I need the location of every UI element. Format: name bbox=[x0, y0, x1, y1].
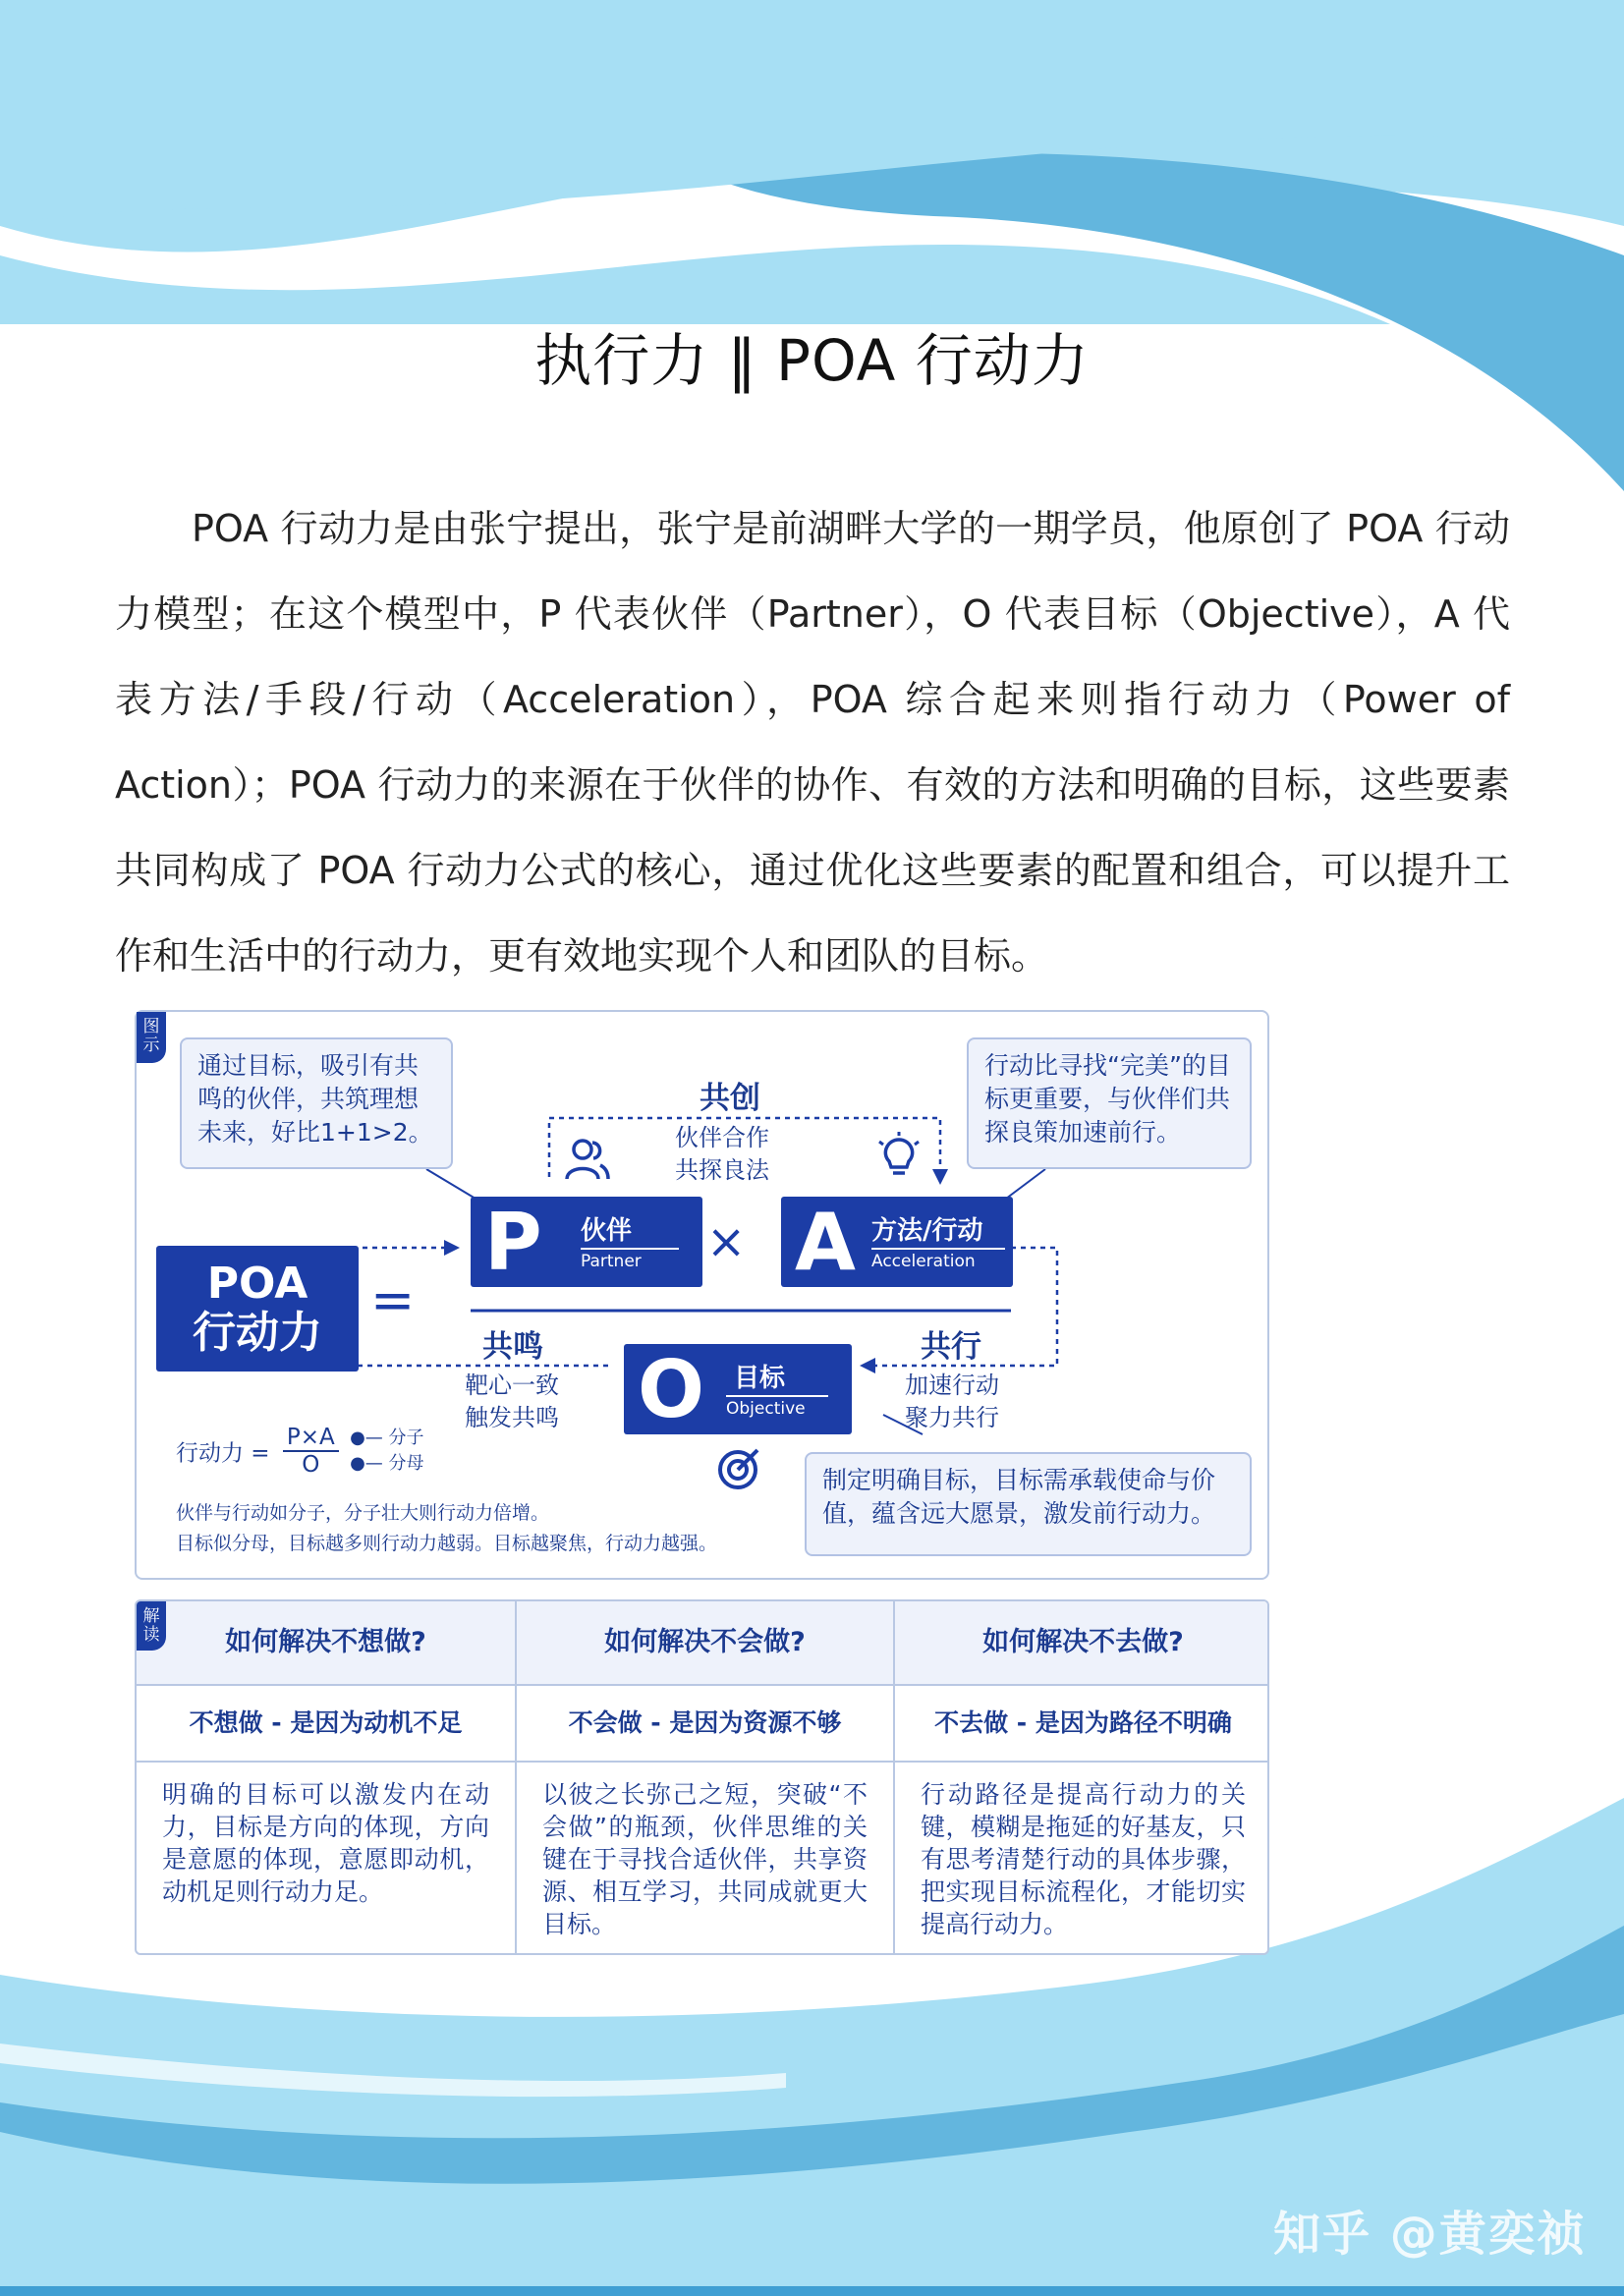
table-detail: 明确的目标可以激发内在动力，目标是方向的体现，方向是意愿的体现，意愿即动机，动机足则行动力足。 bbox=[162, 1780, 489, 1906]
label-gongming: 共鸣 bbox=[482, 1329, 543, 1365]
table-column bbox=[515, 1601, 893, 1953]
p-cn: 伙伴 bbox=[581, 1216, 633, 1246]
table-question: 如何解决不会做? bbox=[517, 1601, 893, 1686]
formula-denominator-label: 分母 bbox=[388, 1453, 424, 1474]
formula-lhs: 行动力 = bbox=[176, 1440, 270, 1467]
poa-label-box bbox=[156, 1246, 359, 1372]
target-icon bbox=[714, 1444, 763, 1493]
a-letter: A bbox=[795, 1197, 856, 1288]
times-sign: × bbox=[706, 1214, 747, 1269]
interpretation-table bbox=[135, 1599, 1269, 1955]
p-en: Partner bbox=[581, 1248, 679, 1271]
table-tag: 解读 bbox=[137, 1601, 166, 1651]
formula-notes bbox=[176, 1498, 717, 1559]
formula-numerator-label: 分子 bbox=[388, 1428, 424, 1448]
partner-tile bbox=[471, 1197, 702, 1287]
people-icon bbox=[561, 1134, 612, 1185]
table-column bbox=[893, 1601, 1269, 1953]
table-detail: 以彼之长弥己之短，突破“不会做”的瓶颈，伙伴思维的关键在于寻找合适伙伴，共享资源、相互学习，共同成就更大目标。 bbox=[542, 1780, 868, 1938]
page-title: 执行力 ‖ POA 行动力 bbox=[534, 327, 1090, 394]
o-letter: O bbox=[638, 1344, 705, 1435]
label-gongxing: 共行 bbox=[921, 1329, 981, 1365]
acceleration-tile bbox=[781, 1197, 1013, 1287]
table-question: 如何解决不去做? bbox=[895, 1601, 1269, 1686]
table-reason: 不想做 - 是因为动机不足 bbox=[137, 1686, 515, 1763]
table-reason: 不去做 - 是因为路径不明确 bbox=[895, 1686, 1269, 1763]
objective-tile bbox=[624, 1344, 852, 1434]
table-column bbox=[137, 1601, 515, 1953]
o-en: Objective bbox=[726, 1395, 828, 1419]
o-cn: 目标 bbox=[734, 1364, 786, 1393]
intro-paragraph: POA 行动力是由张宁提出，张宁是前湖畔大学的一期学员，他原创了 POA 行动力模型；在这个模型中，P 代表伙伴（Partner），O 代表目标（Objective），A 代表方法/手段/行动（Acceleration），POA 综合起来则指行动力（Power of Action）；POA 行动力的来源在于伙伴的协作、有效的方法和明确的目标，这些要素共同构成了 POA 行动力公式的核心，通过优化这些要素的配置和组合，可以提升工作和生活中的行动力，更有效地实现个人和团队的目标。 bbox=[115, 507, 1510, 978]
poa-line2: 行动力 bbox=[193, 1308, 322, 1358]
equals-sign: = bbox=[370, 1269, 416, 1331]
label-gongming-sub: 靶心一致 触发共鸣 bbox=[465, 1372, 559, 1431]
watermark: 知乎 @黄奕祯 bbox=[1273, 2207, 1587, 2262]
table-question: 如何解决不想做? bbox=[137, 1601, 515, 1686]
note-acceleration: 行动比寻找“完美”的目标更重要，与伙伴们共探良策加速前行。 bbox=[967, 1037, 1252, 1169]
formula-note-1: 伙伴与行动如分子，分子壮大则行动力倍增。 bbox=[176, 1502, 550, 1524]
label-gongchuang-sub: 伙伴合作 共探良法 bbox=[675, 1124, 769, 1184]
formula-denominator: O bbox=[302, 1452, 320, 1478]
note-objective: 制定明确目标，目标需承载使命与价值，蕴含远大愿景，激发前行动力。 bbox=[805, 1452, 1252, 1556]
formula-note-2: 目标似分母，目标越多则行动力越弱。目标越聚焦，行动力越强。 bbox=[176, 1533, 718, 1554]
label-gongchuang: 共创 bbox=[700, 1081, 760, 1116]
formula: 行动力 = $\frac{P\times A}{O}$ ●— 分子 ●— 分母 bbox=[176, 1425, 424, 1478]
label-gongxing-sub: 加速行动 聚力共行 bbox=[905, 1372, 999, 1431]
table-detail: 行动路径是提高行动力的关键，模糊是拖延的好基友，只有思考清楚行动的具体步骤，把实现目标流程化，才能切实提高行动力。 bbox=[921, 1780, 1246, 1938]
note-partner: 通过目标，吸引有共鸣的伙伴，共筑理想未来，好比1+1>2。 bbox=[180, 1037, 453, 1169]
poa-line1: POA bbox=[206, 1259, 308, 1309]
figure-tag: 图示 bbox=[137, 1012, 166, 1063]
lightbulb-icon bbox=[875, 1132, 923, 1185]
poa-figure bbox=[135, 1010, 1269, 1580]
formula-numerator: P×A bbox=[283, 1425, 339, 1452]
a-cn: 方法/行动 bbox=[871, 1216, 983, 1246]
p-letter: P bbox=[484, 1197, 542, 1288]
a-en: Acceleration bbox=[871, 1248, 1005, 1271]
table-reason: 不会做 - 是因为资源不够 bbox=[517, 1686, 893, 1763]
